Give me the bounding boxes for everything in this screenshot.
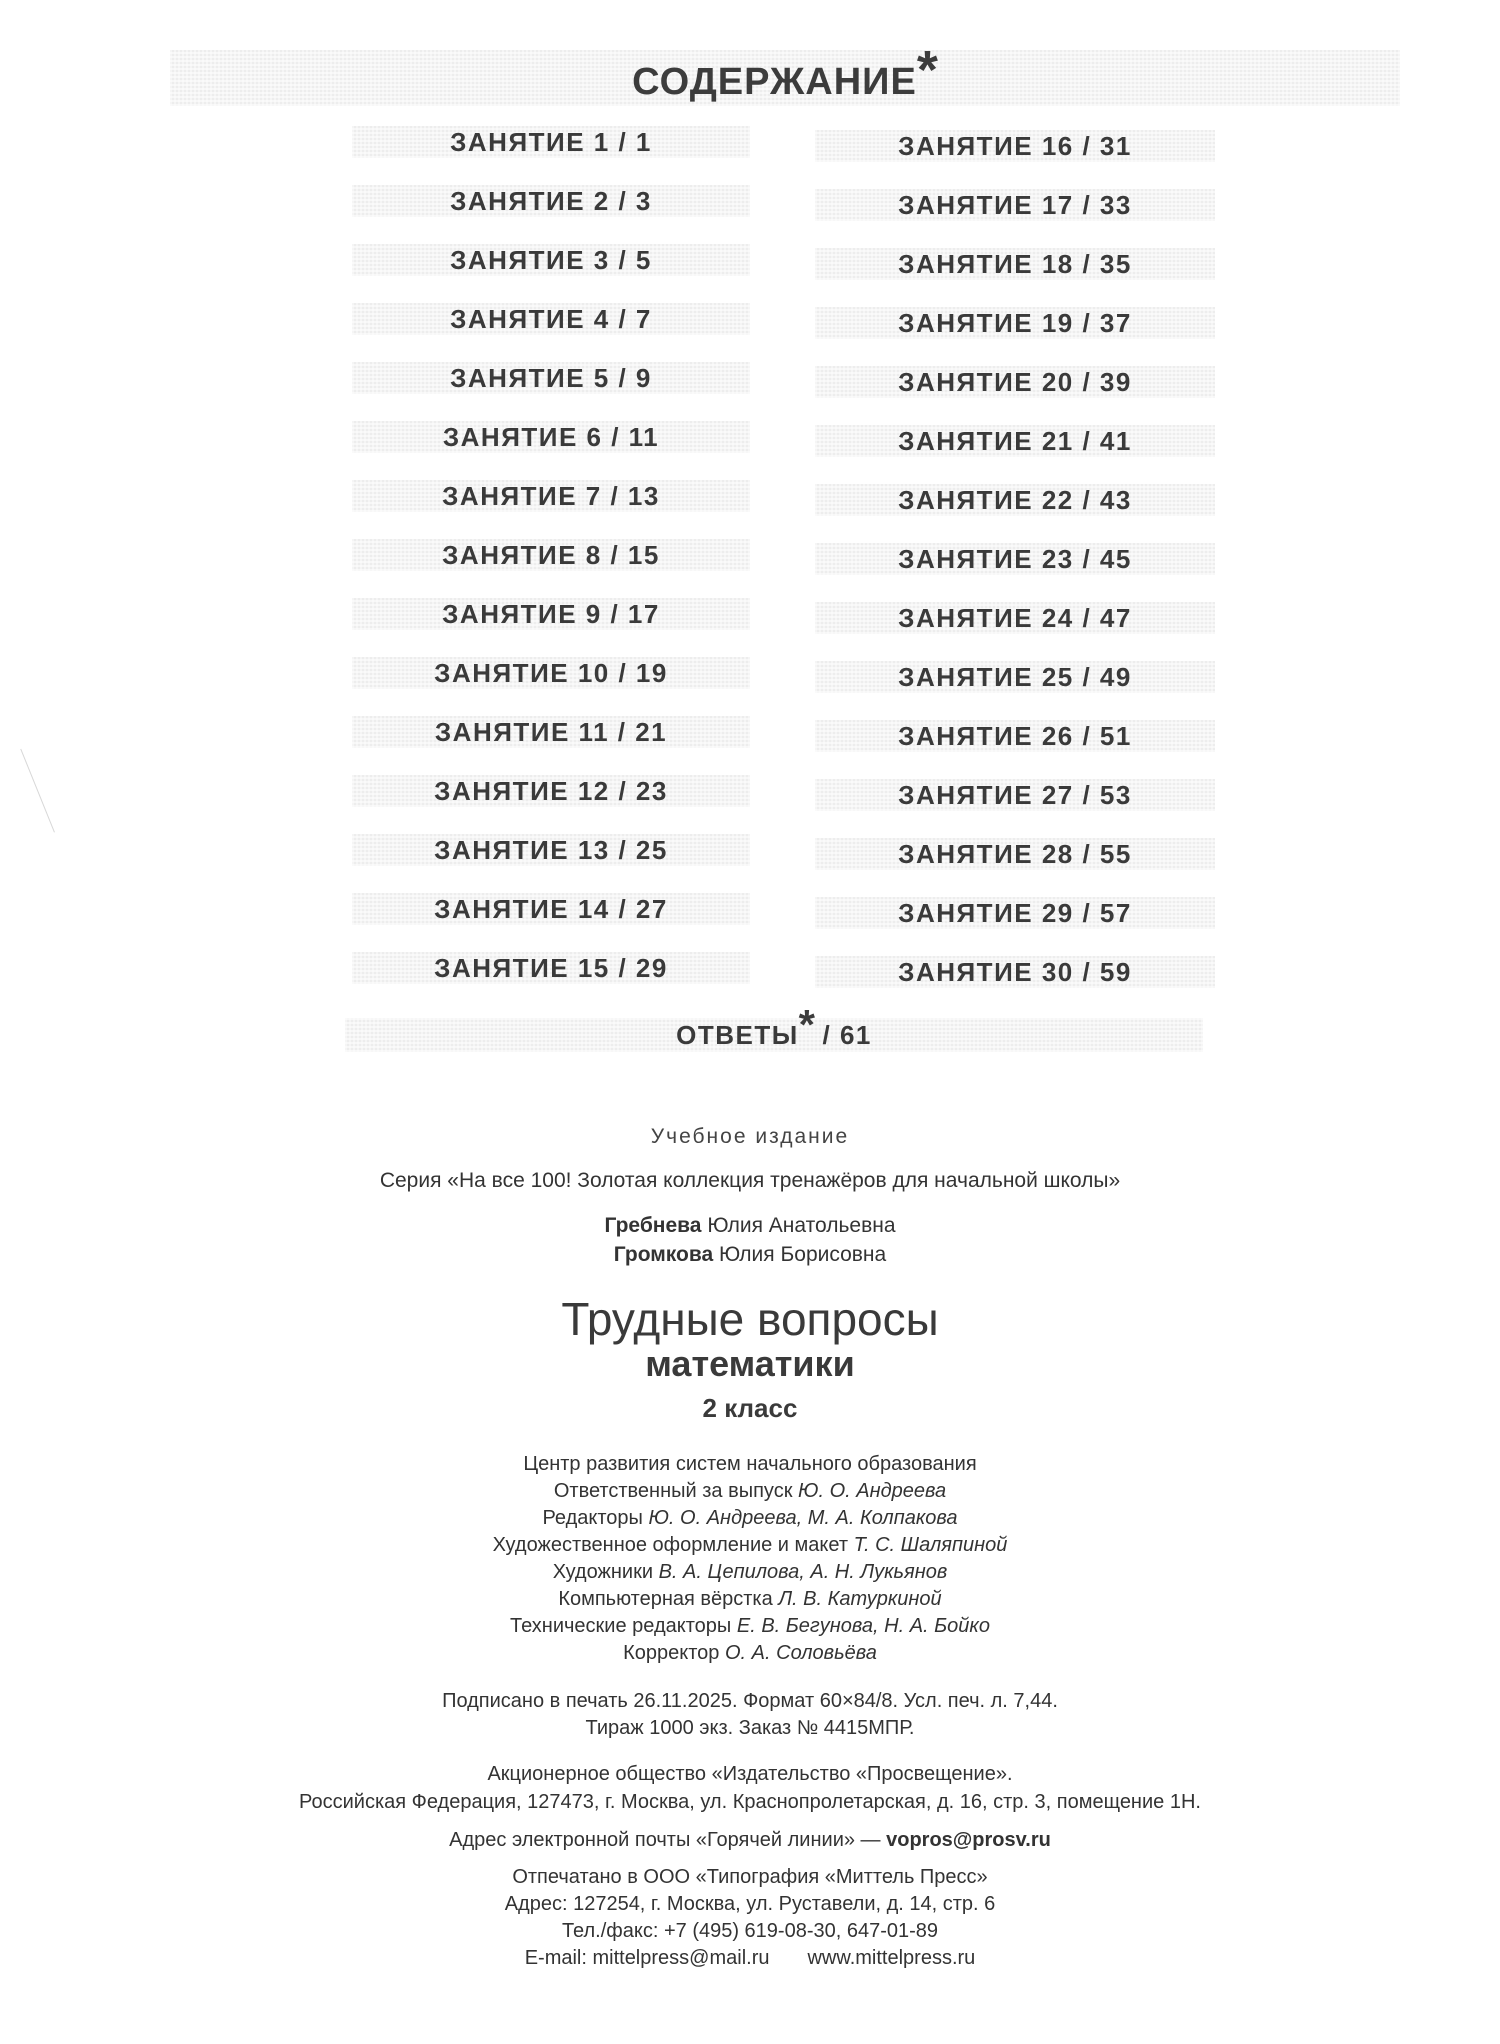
printer-info <box>0 1864 1500 1972</box>
toc-entry[interactable]: ЗАНЯТИЕ 14 / 27 <box>352 893 750 925</box>
toc-entry[interactable]: ЗАНЯТИЕ 28 / 55 <box>815 838 1215 870</box>
toc-entry[interactable]: ЗАНЯТИЕ 12 / 23 <box>352 775 750 807</box>
authors <box>0 1211 1500 1269</box>
printer-address: Адрес: 127254, г. Москва, ул. Руставели, д. 14, стр. 6 <box>504 1893 996 1915</box>
edition-type: Учебное издание <box>650 1125 850 1148</box>
answers-page: / 61 <box>822 1019 872 1050</box>
toc-entry[interactable]: ЗАНЯТИЕ 3 / 5 <box>352 244 750 276</box>
toc-entry[interactable]: ЗАНЯТИЕ 9 / 17 <box>352 598 750 630</box>
hotline-label: Адрес электронной почты «Горячей линии» — <box>449 1829 881 1851</box>
credit-line <box>0 1505 1500 1532</box>
credit-role: Технические редакторы <box>510 1615 732 1637</box>
toc-entry[interactable]: ЗАНЯТИЕ 29 / 57 <box>815 897 1215 929</box>
printer-email-link[interactable]: E-mail: mittelpress@mail.ru <box>524 1947 770 1969</box>
toc-entry[interactable]: ЗАНЯТИЕ 5 / 9 <box>352 362 750 394</box>
credit-names: В. А. Цепилова, А. Н. Лукьянов <box>658 1561 948 1583</box>
toc-title: СОДЕРЖАНИЕ <box>632 60 917 103</box>
toc-entry[interactable]: ЗАНЯТИЕ 18 / 35 <box>815 248 1215 280</box>
publisher-name: Акционерное общество «Издательство «Просвещение». <box>487 1763 1013 1785</box>
credit-line <box>0 1532 1500 1559</box>
book-title-line1: Трудные вопросы <box>561 1293 939 1345</box>
book-title <box>0 1295 1500 1429</box>
author-surname: Громкова <box>613 1243 714 1266</box>
toc-answers-row[interactable] <box>345 1001 1203 1052</box>
author-line <box>0 1211 1500 1240</box>
print-info <box>0 1688 1500 1742</box>
credit-role: Ответственный за выпуск <box>553 1480 793 1502</box>
asterisk-icon: * <box>916 40 938 100</box>
credit-names: Е. В. Бегунова, Н. А. Бойко <box>736 1615 990 1637</box>
toc-entry[interactable]: ЗАНЯТИЕ 1 / 1 <box>352 126 750 158</box>
toc-entry[interactable]: ЗАНЯТИЕ 22 / 43 <box>815 484 1215 516</box>
hotline-email-link[interactable]: vopros@prosv.ru <box>886 1829 1051 1851</box>
center-line: Центр развития систем начального образования <box>523 1453 977 1475</box>
toc-right-column <box>815 130 1215 1015</box>
toc-entry[interactable]: ЗАНЯТИЕ 20 / 39 <box>815 366 1215 398</box>
series-line: Серия «На все 100! Золотая коллекция тренажёров для начальной школы» <box>379 1169 1121 1192</box>
toc-entry[interactable]: ЗАНЯТИЕ 8 / 15 <box>352 539 750 571</box>
credit-names: Т. С. Шаляпиной <box>853 1534 1008 1556</box>
asterisk-icon: * <box>798 1001 817 1048</box>
answers-label: ОТВЕТЫ <box>676 1019 799 1050</box>
margin-mark <box>20 737 82 832</box>
publisher-info <box>0 1760 1500 1816</box>
toc-entry[interactable]: ЗАНЯТИЕ 16 / 31 <box>815 130 1215 162</box>
toc-entry[interactable]: ЗАНЯТИЕ 17 / 33 <box>815 189 1215 221</box>
credits-block <box>0 1451 1500 1667</box>
toc-entry[interactable]: ЗАНЯТИЕ 19 / 37 <box>815 307 1215 339</box>
toc-entry[interactable]: ЗАНЯТИЕ 25 / 49 <box>815 661 1215 693</box>
printer-website-link[interactable]: www.mittelpress.ru <box>807 1947 976 1969</box>
toc-entry[interactable]: ЗАНЯТИЕ 26 / 51 <box>815 720 1215 752</box>
author-line <box>0 1240 1500 1269</box>
credit-role: Корректор <box>623 1642 720 1664</box>
credit-line <box>0 1640 1500 1667</box>
credit-names: Ю. О. Андреева <box>798 1480 947 1502</box>
toc-entry[interactable]: ЗАНЯТИЕ 10 / 19 <box>352 657 750 689</box>
credit-role: Редакторы <box>542 1507 643 1529</box>
toc-entry[interactable]: ЗАНЯТИЕ 24 / 47 <box>815 602 1215 634</box>
credit-line <box>0 1586 1500 1613</box>
author-names: Юлия Анатольевна <box>707 1214 896 1237</box>
toc-left-column <box>352 126 750 1011</box>
toc-entry[interactable]: ЗАНЯТИЕ 11 / 21 <box>352 716 750 748</box>
credit-role: Художественное оформление и макет <box>492 1534 848 1556</box>
credit-line <box>0 1478 1500 1505</box>
credit-line <box>0 1559 1500 1586</box>
toc-entry[interactable]: ЗАНЯТИЕ 6 / 11 <box>352 421 750 453</box>
printer-contacts <box>0 1945 1500 1972</box>
book-title-line2: математики <box>645 1343 855 1384</box>
toc-entry[interactable]: ЗАНЯТИЕ 4 / 7 <box>352 303 750 335</box>
print-info-line: Подписано в печать 26.11.2025. Формат 60×84/8. Усл. печ. л. 7,44. <box>442 1690 1058 1712</box>
author-names: Юлия Борисовна <box>719 1243 887 1266</box>
toc-entry[interactable]: ЗАНЯТИЕ 27 / 53 <box>815 779 1215 811</box>
credit-role: Компьютерная вёрстка <box>558 1588 773 1610</box>
toc-entry[interactable]: ЗАНЯТИЕ 7 / 13 <box>352 480 750 512</box>
credit-role: Художники <box>552 1561 654 1583</box>
toc-entry[interactable]: ЗАНЯТИЕ 30 / 59 <box>815 956 1215 988</box>
credit-names: О. А. Соловьёва <box>725 1642 877 1664</box>
publisher-address: Российская Федерация, 127473, г. Москва, ул. Краснопролетарская, д. 16, стр. 3, помещение 1Н. <box>299 1791 1201 1813</box>
author-surname: Гребнева <box>604 1214 702 1237</box>
print-info-line: Тираж 1000 экз. Заказ № 4415МПР. <box>585 1717 915 1739</box>
credit-names: Ю. О. Андреева, М. А. Колпакова <box>648 1507 958 1529</box>
credit-line <box>0 1613 1500 1640</box>
toc-header <box>170 40 1400 106</box>
printer-phone: Тел./факс: +7 (495) 619-08-30, 647-01-89 <box>561 1920 939 1942</box>
printer-name: Отпечатано в ООО «Типография «Миттель Пресс» <box>512 1866 988 1888</box>
grade-label: 2 класс <box>702 1393 798 1423</box>
toc-entry[interactable]: ЗАНЯТИЕ 13 / 25 <box>352 834 750 866</box>
toc-entry[interactable]: ЗАНЯТИЕ 21 / 41 <box>815 425 1215 457</box>
hotline <box>0 1829 1500 1852</box>
toc-entry[interactable]: ЗАНЯТИЕ 2 / 3 <box>352 185 750 217</box>
toc-entry[interactable]: ЗАНЯТИЕ 15 / 29 <box>352 952 750 984</box>
credit-names: Л. В. Катуркиной <box>778 1588 942 1610</box>
toc-entry[interactable]: ЗАНЯТИЕ 23 / 45 <box>815 543 1215 575</box>
